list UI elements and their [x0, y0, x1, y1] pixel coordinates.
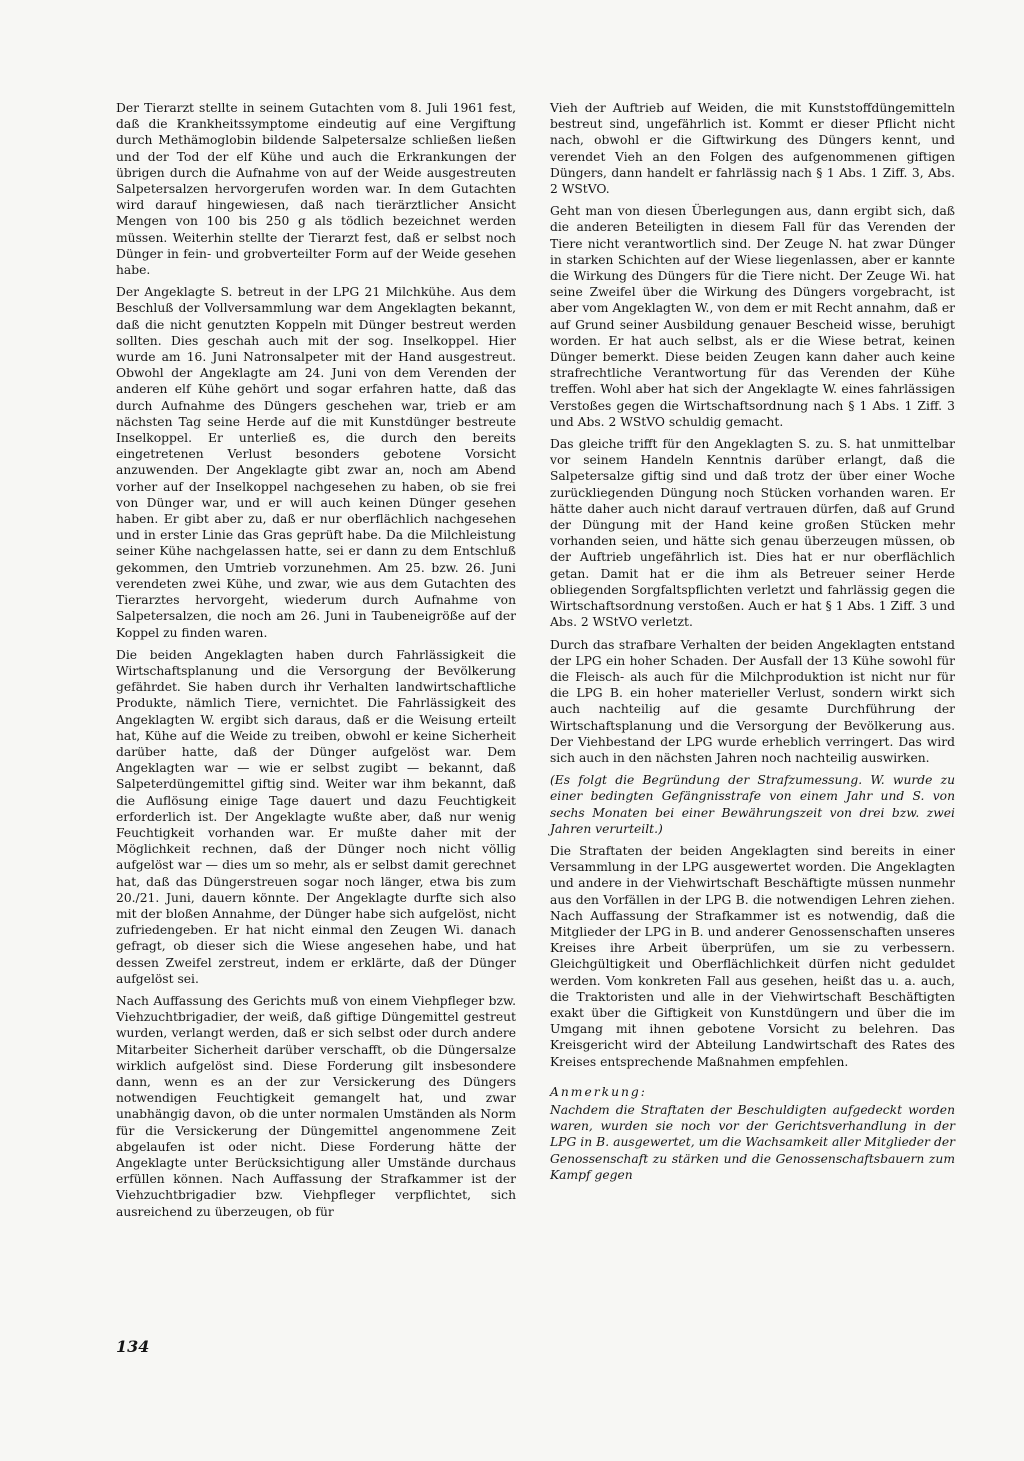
- editorial-note: (Es folgt die Begründung der Strafzumessung. W. wurde zu einer bedingten Gefängnisstrafe von einem Jahr und S. von sechs Monaten bei einer Bewährungszeit von drei bzw. zwei Jahren verurteilt.): [550, 773, 955, 836]
- annotation-text: Nachdem die Straftaten der Beschuldigten aufgedeckt worden waren, wurden sie noch vor der Gerichtsverhandlung in der LPG in B. ausgewertet, um die Wachsamkeit aller Mitglieder der Genossenschaft zu stärken und die Genossenschaftsbauern zum Kampf gegen: [550, 1102, 955, 1182]
- paragraph: Durch das strafbare Verhalten der beiden Angeklagten entstand der LPG ein hoher Schaden. Der Ausfall der 13 Kühe sowohl für die Fleisch- als auch für die Milchproduktion ist nicht nur für die LPG B. ein hoher materieller Verlust, sondern wirkt sich auch nachteilig auf die gesamte Durchführung der Wirtschaftsplanung und die Versorgung der Bevölkerung aus. Der Viehbestand der LPG wurde erheblich verringert. Das wird sich auch in den nächsten Jahren noch nachteilig auswirken.: [550, 637, 955, 765]
- paragraph: Der Angeklagte S. betreut in der LPG 21 Milchkühe. Aus dem Beschluß der Vollversammlung war dem Angeklagten bekannt, daß die nicht genutzten Koppeln mit Dünger bestreut werden sollten. Dies geschah auch mit der sog. Inselkoppel. Hier wurde am 16. Juni Natronsalpeter mit der Hand ausgestreut. Obwohl der Angeklagte am 24. Juni von dem Verenden der anderen elf Kühe gehört und sogar erfahren hatte, daß das durch Aufnahme des Düngers geschehen war, trieb er am nächsten Tag seine Herde auf die mit Kunstdünger bestreute Inselkoppel. Er unterließ es, die durch den bereits eingetretenen Verlust besonders gebotene Vorsicht anzuwenden. Der Angeklagte gibt zwar an, noch am Abend vorher auf der Inselkoppel nachgesehen zu haben, ob sie frei von Dünger war, und er will auch keinen Dünger gesehen haben. Er gibt aber zu, daß er nur oberflächlich nachgesehen und in erster Linie das Gras geprüft habe. Da die Milchleistung seiner Kühe nachgelassen hatte, sei er dann zu dem Entschluß gekommen, den Umtrieb vorzunehmen. Am 25. bzw. 26. Juni verendeten zwei Kühe, und zwar, wie aus dem Gutachten des Tierarztes hervorgeht, wiederum durch Aufnahme von Salpetersalzen, die noch am 26. Juni in Taubeneigröße auf der Koppel zu finden waren.: [116, 285, 516, 640]
- right-column: [550, 100, 955, 1189]
- paragraph: Die beiden Angeklagten haben durch Fahrlässigkeit die Wirtschaftsplanung und die Versorgung der Bevölkerung gefährdet. Sie haben durch ihr Verhalten landwirtschaftliche Produkte, nämlich Tiere, vernichtet. Die Fahrlässigkeit des Angeklagten W. ergibt sich daraus, daß er die Weisung erteilt hat, Kühe auf die Weide zu treiben, obwohl er keine Sicherheit darüber hatte, daß der Dünger aufgelöst war. Dem Angeklagten war — wie er selbst zugibt — bekannt, daß Salpeterdüngemittel giftig sind. Weiter war ihm bekannt, daß die Auflösung einige Tage dauert und dazu Feuchtigkeit erforderlich ist. Der Angeklagte wußte aber, daß nur wenig Feuchtigkeit vorhanden war. Er mußte daher mit der Möglichkeit rechnen, daß der Dünger noch nicht völlig aufgelöst war — dies um so mehr, als er selbst damit gerechnet hat, daß das Düngerstreuen sogar noch länger, etwa bis zum 20./21. Juni, dauern könnte. Der Angeklagte durfte sich also mit der bloßen Annahme, der Dünger habe sich aufgelöst, nicht zufriedengeben. Er hat nicht einmal den Zeugen Wi. danach gefragt, ob dieser sich die Wiese angesehen habe, und hat dessen Zweifel zerstreut, indem er erklärte, daß der Dünger aufgelöst sei.: [116, 647, 516, 986]
- paragraph: Das gleiche trifft für den Angeklagten S. zu. S. hat unmittelbar vor seinem Handeln Kenntnis darüber erlangt, daß die Salpetersalze giftig sind und daß trotz der über einer Woche zurückliegenden Düngung noch Stücken vorhanden waren. Er hätte daher auch nicht darauf vertrauen dürfen, daß auf Grund der Düngung mit der Hand keine großen Stücken mehr vorhanden seien, und hätte sich genau überzeugen müssen, ob der Auftrieb ungefährlich ist. Dies hat er nur oberflächlich getan. Damit hat er die ihm als Betreuer seiner Herde obliegenden Sorgfaltspflichten verletzt und fahrlässig gegen die Wirtschaftsordnung verstoßen. Auch er hat § 1 Abs. 1 Ziff. 3 und Abs. 2 WStVO verletzt.: [550, 437, 955, 630]
- paragraph: Vieh der Auftrieb auf Weiden, die mit Kunststoffdüngemitteln bestreut sind, ungefährlich ist. Kommt er dieser Pflicht nicht nach, obwohl er die Giftwirkung des Düngers kennt, und verendet Vieh an den Folgen des aufgenommenen giftigen Düngers, dann handelt er fahrlässig nach § 1 Abs. 1 Ziff. 3, Abs. 2 WStVO.: [550, 101, 955, 197]
- paragraph: Nach Auffassung des Gerichts muß von einem Viehpfleger bzw. Viehzuchtbrigadier, der weiß, daß giftige Düngemittel gestreut wurden, verlangt werden, daß er sich selbst oder durch andere Mitarbeiter Sicherheit darüber verschafft, ob die Düngersalze wirklich aufgelöst sind. Diese Forderung gilt insbesondere dann, wenn es an der zur Versickerung des Düngers notwendigen Feuchtigkeit gemangelt hat, und zwar unabhängig davon, ob die unter normalen Umständen als Norm für die Versickerung der Düngemittel angenommene Zeit abgelaufen ist oder nicht. Diese Forderung hätte der Angeklagte unter Berücksichtigung aller Umstände durchaus erfüllen können. Nach Auffassung der Strafkammer ist der Viehzuchtbrigadier bzw. Viehpfleger verpflichtet, sich ausreichend zu überzeugen, ob für: [116, 993, 516, 1219]
- annotation-heading: Anmerkung:: [550, 1084, 647, 1099]
- paragraph: Die Straftaten der beiden Angeklagten sind bereits in einer Versammlung in der LPG ausgewertet worden. Die Angeklagten und andere in der Viehwirtschaft Beschäftigte müssen nunmehr aus den Vorfällen in der LPG B. die notwendigen Lehren ziehen. Nach Auffassung der Strafkammer ist es notwendig, daß die Mitglieder der LPG in B. und anderer Genossenschaften unseres Kreises ihre Arbeit überprüfen, um sie zu verbessern. Gleichgültigkeit und Oberflächlichkeit dürfen nicht geduldet werden. Vom konkreten Fall aus gesehen, heißt das u. a. auch, die Traktoristen und alle in der Viehwirtschaft Beschäftigten exakt über die Giftigkeit von Kunstdüngern und über die im Umgang mit ihnen gebotene Vorsicht zu belehren. Das Kreisgericht wird der Abteilung Landwirtschaft des Rates des Kreises entsprechende Maßnahmen empfehlen.: [550, 843, 955, 1069]
- paragraph: Geht man von diesen Überlegungen aus, dann ergibt sich, daß die anderen Beteiligten in diesem Fall für das Verenden der Tiere nicht verantwortlich sind. Der Zeuge N. hat zwar Dünger in starken Schichten auf der Wiese liegenlassen, aber er kannte die Wirkung des Düngers für die Tiere nicht. Der Zeuge Wi. hat seine Zweifel über die Wirkung des Düngers vorgebracht, ist aber vom Angeklagten W., von dem er mit Recht annahm, daß er auf Grund seiner Ausbildung genauer Bescheid wisse, beruhigt worden. Er hat auch selbst, als er die Wiese betrat, keinen Dünger bemerkt. Diese beiden Zeugen kann daher auch keine strafrechtliche Verantwortung für das Verenden der Kühe treffen. Wohl aber hat sich der Angeklagte W. eines fahrlässigen Verstoßes gegen die Wirtschaftsordnung nach § 1 Abs. 1 Ziff. 3 und Abs. 2 WStVO schuldig gemacht.: [550, 204, 955, 429]
- left-column: [116, 100, 516, 1226]
- page-number: 134: [116, 1337, 150, 1356]
- paragraph: Der Tierarzt stellte in seinem Gutachten vom 8. Juli 1961 fest, daß die Krankheitssymptome eindeutig auf eine Vergiftung durch Methämoglobin bildende Salpetersalze schließen ließen und der Tod der elf Kühe und auch die Erkrankungen der übrigen durch die Aufnahme von auf der Weide ausgestreuten Salpetersalzen hervorgerufen worden war. In dem Gutachten wird darauf hingewiesen, daß nach tierärztlicher Ansicht Mengen von 100 bis 250 g als tödlich bezeichnet werden müssen. Weiterhin stellte der Tierarzt fest, daß er selbst noch Dünger in fein- und grobverteilter Form auf der Weide gesehen habe.: [116, 101, 516, 278]
